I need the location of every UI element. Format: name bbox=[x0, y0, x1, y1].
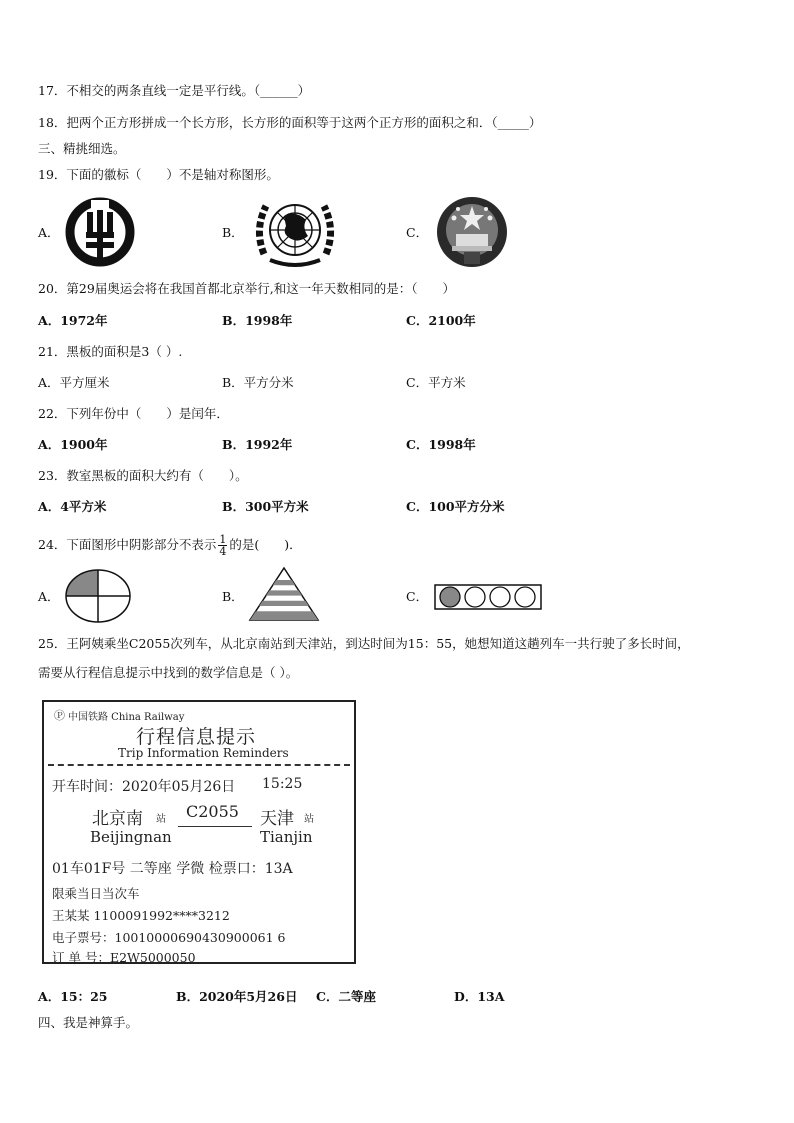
shaded-triangle-figure bbox=[248, 566, 320, 622]
ticket-eticket-number: 电子票号：10010000690430900061 6 bbox=[52, 930, 286, 945]
ticket-to-station-en: Tianjin bbox=[260, 828, 313, 846]
question-23-stem: 23．教室黑板的面积大约有（ ）。 bbox=[38, 468, 248, 483]
question-18: 18．把两个正方形拼成一个长方形，长方形的面积等于这两个正方形的面积之和．（_____） bbox=[38, 115, 542, 130]
ticket-depart-date: 开车时间：2020年05月26日 bbox=[52, 779, 236, 795]
ticket-train-underline bbox=[178, 826, 252, 827]
un-emblem-icon bbox=[250, 194, 340, 270]
q22-option-a: A．1900年 bbox=[38, 437, 108, 452]
q22-option-b: B．1992年 bbox=[222, 437, 293, 452]
q25-option-b: B．2020年5月26日 bbox=[176, 989, 298, 1004]
ticket-divider bbox=[48, 764, 350, 766]
ticket-depart-time: 15:25 bbox=[262, 776, 303, 792]
ticket-to-station-mark: 站 bbox=[304, 814, 314, 825]
question-25-stem-line1: 25．王阿姨乘坐C2055次列车，从北京南站到天津站，到达时间为15：55，她想知道这趟列车一共行驶了多长时间， bbox=[38, 636, 690, 651]
q24-option-b: B． bbox=[222, 589, 244, 604]
q24-option-a: A． bbox=[38, 589, 60, 604]
ticket-seat-info: 01车01F号 二等座 学微 检票口：13A bbox=[52, 861, 293, 877]
national-emblem-icon bbox=[434, 194, 510, 270]
q21-option-c: C．平方米 bbox=[406, 375, 466, 390]
q20-option-b: B．1998年 bbox=[222, 313, 293, 328]
q25-option-c: C．二等座 bbox=[316, 989, 376, 1004]
question-21-stem: 21．黑板的面积是3（ ）. bbox=[38, 344, 183, 359]
question-24-stem: 24．下面图形中阴影部分不表示 $\frac{1}{4}$ 的是( )． bbox=[38, 533, 302, 558]
q19-option-c: C． bbox=[406, 225, 429, 240]
q21-option-a: A．平方厘米 bbox=[38, 375, 110, 390]
ticket-from-station-cn: 北京南 bbox=[92, 809, 143, 829]
q25-option-a: A．15：25 bbox=[38, 989, 108, 1004]
question-20-stem: 20．第29届奥运会将在我国首都北京举行,和这一年天数相同的是：（ ） bbox=[38, 281, 456, 296]
q20-option-c: C．2100年 bbox=[406, 313, 476, 328]
ticket-valid-note: 限乘当日当次车 bbox=[52, 886, 140, 901]
ticket-brand: 中国铁路 China Railway bbox=[68, 712, 185, 723]
shaded-ellipse-figure bbox=[64, 568, 132, 624]
railway-logo-icon: Ⓟ bbox=[54, 709, 65, 722]
question-22-stem: 22．下列年份中（ ）是闰年． bbox=[38, 406, 229, 421]
q19-option-a: A． bbox=[38, 225, 60, 240]
q20-option-a: A．1972年 bbox=[38, 313, 108, 328]
fraction-one-quarter: $\frac{1}{4}$ bbox=[219, 533, 227, 558]
q22-option-c: C．1998年 bbox=[406, 437, 476, 452]
q25-option-d: D．13A bbox=[454, 989, 505, 1004]
question-19-stem: 19．下面的徽标（ ）不是轴对称图形。 bbox=[38, 167, 279, 182]
question-17: 17．不相交的两条直线一定是平行线。（______） bbox=[38, 83, 311, 98]
ticket-from-station-mark: 站 bbox=[156, 814, 166, 825]
section-heading-3: 三、精挑细选。 bbox=[38, 141, 126, 156]
ticket-title-en: Trip Information Reminders bbox=[118, 746, 289, 760]
ticket-train-number: C2055 bbox=[186, 802, 239, 821]
q23-option-b: B．300平方米 bbox=[222, 499, 309, 514]
bank-logo-icon bbox=[64, 196, 136, 268]
question-25-stem-line2: 需要从行程信息提示中找到的数学信息是（ ）。 bbox=[38, 665, 299, 680]
ticket-to-station-cn: 天津 bbox=[260, 809, 294, 829]
section-heading-4: 四、我是神算手。 bbox=[38, 1015, 139, 1030]
trip-information-ticket bbox=[42, 700, 356, 964]
q23-option-c: C．100平方分米 bbox=[406, 499, 505, 514]
q19-option-b: B． bbox=[222, 225, 244, 240]
circles-in-box-figure bbox=[434, 584, 542, 610]
ticket-title-cn: 行程信息提示 bbox=[136, 726, 257, 748]
q24-option-c: C． bbox=[406, 589, 429, 604]
q23-option-a: A．4平方米 bbox=[38, 499, 107, 514]
ticket-from-station-en: Beijingnan bbox=[90, 828, 172, 846]
q21-option-b: B．平方分米 bbox=[222, 375, 294, 390]
ticket-passenger: 王某某 1100091992****3212 bbox=[52, 908, 230, 923]
ticket-order-number: 订 单 号：E2W5000050 bbox=[52, 950, 196, 965]
